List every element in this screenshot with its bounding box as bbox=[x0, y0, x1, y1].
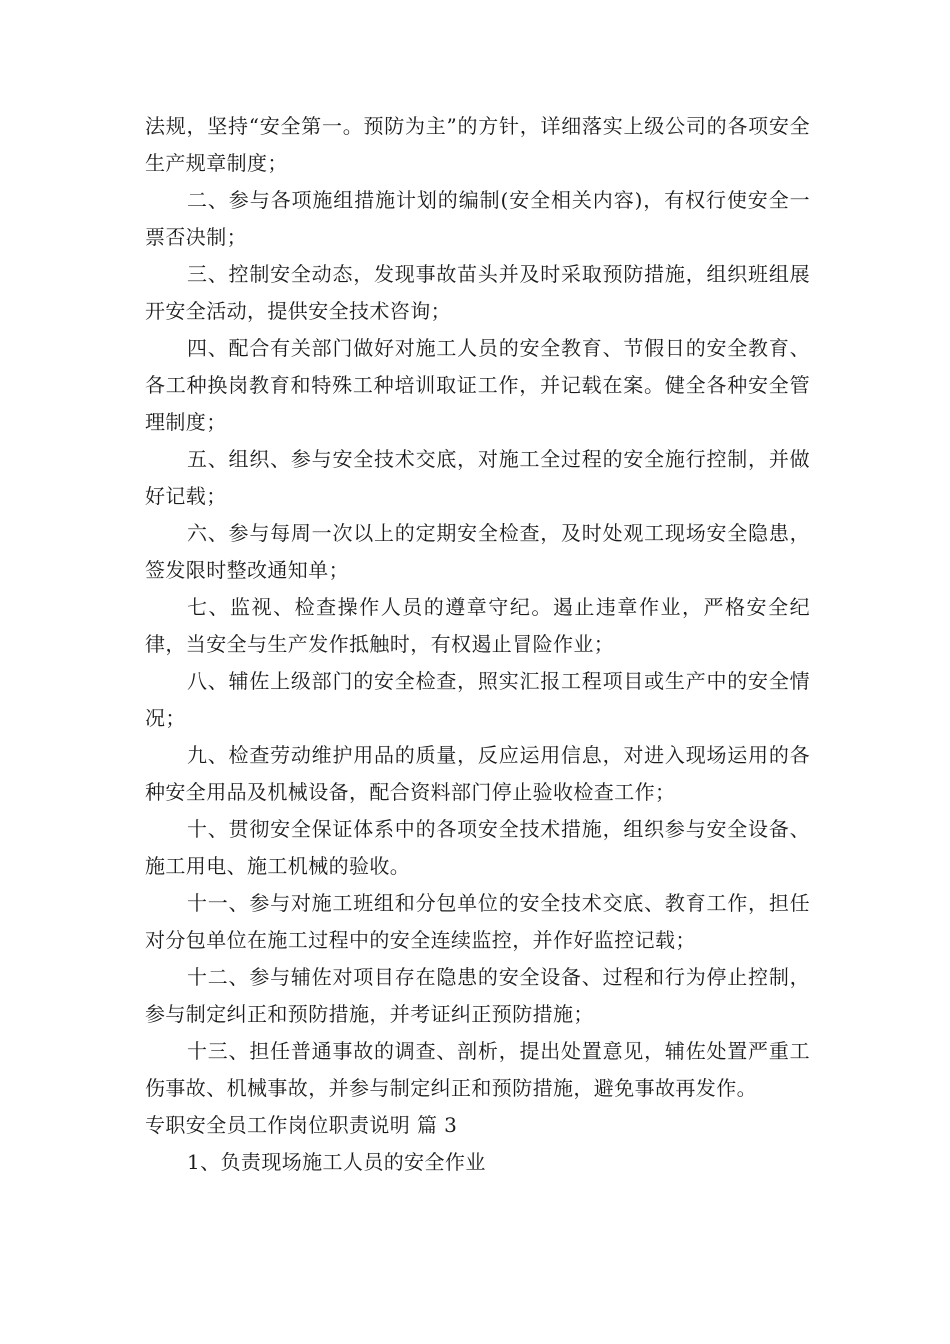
paragraph-10: 十、贯彻安全保证体系中的各项安全技术措施，组织参与安全设备、施工用电、施工机械的验收。 bbox=[145, 817, 810, 878]
paragraph-3: 三、控制安全动态，发现事故苗头并及时采取预防措施，组织班组展开安全活动，提供安全技术咨询； bbox=[145, 262, 810, 323]
paragraph-6: 六、参与每周一次以上的定期安全检查，及时处观工现场安全隐患，签发限时整改通知单； bbox=[145, 521, 810, 582]
paragraph-12: 十二、参与辅佐对项目存在隐患的安全设备、过程和行为停止控制，参与制定纠正和预防措施，并考证纠正预防措施； bbox=[145, 965, 810, 1026]
paragraph-1: 法规，坚持“安全第一。预防为主”的方针，详细落实上级公司的各项安全生产规章制度； bbox=[145, 114, 810, 175]
paragraph-11: 十一、参与对施工班组和分包单位的安全技术交底、教育工作，担任对分包单位在施工过程中的安全连续监控，并作好监控记载； bbox=[145, 891, 810, 952]
paragraph-4: 四、配合有关部门做好对施工人员的安全教育、节假日的安全教育、各工种换岗教育和特殊工种培训取证工作，并记载在案。健全各种安全管理制度； bbox=[145, 336, 810, 434]
paragraph-2: 二、参与各项施组措施计划的编制(安全相关内容)，有权行使安全一票否决制； bbox=[145, 188, 810, 249]
paragraph-13: 十三、担任普通事故的调查、剖析，提出处置意见，辅佐处置严重工伤事故、机械事故，并参与制定纠正和预防措施，避免事故再发作。 bbox=[145, 1039, 810, 1100]
paragraph-8: 八、辅佐上级部门的安全检查，照实汇报工程项目或生产中的安全情况； bbox=[145, 669, 810, 730]
paragraph-7: 七、监视、检查操作人员的遵章守纪。遏止违章作业，严格安全纪律，当安全与生产发作抵触时，有权遏止冒险作业； bbox=[145, 595, 810, 656]
paragraph-5: 五、组织、参与安全技术交底，对施工全过程的安全施行控制，并做好记载； bbox=[145, 447, 810, 508]
section-heading: 专职安全员工作岗位职责说明 篇 3 bbox=[145, 1113, 458, 1137]
paragraph-9: 九、检查劳动维护用品的质量，反应运用信息，对进入现场运用的各种安全用品及机械设备，配合资料部门停止验收检查工作； bbox=[145, 743, 810, 804]
list-item-1: 1、负责现场施工人员的安全作业 bbox=[187, 1150, 486, 1174]
document-body bbox=[145, 108, 810, 1181]
